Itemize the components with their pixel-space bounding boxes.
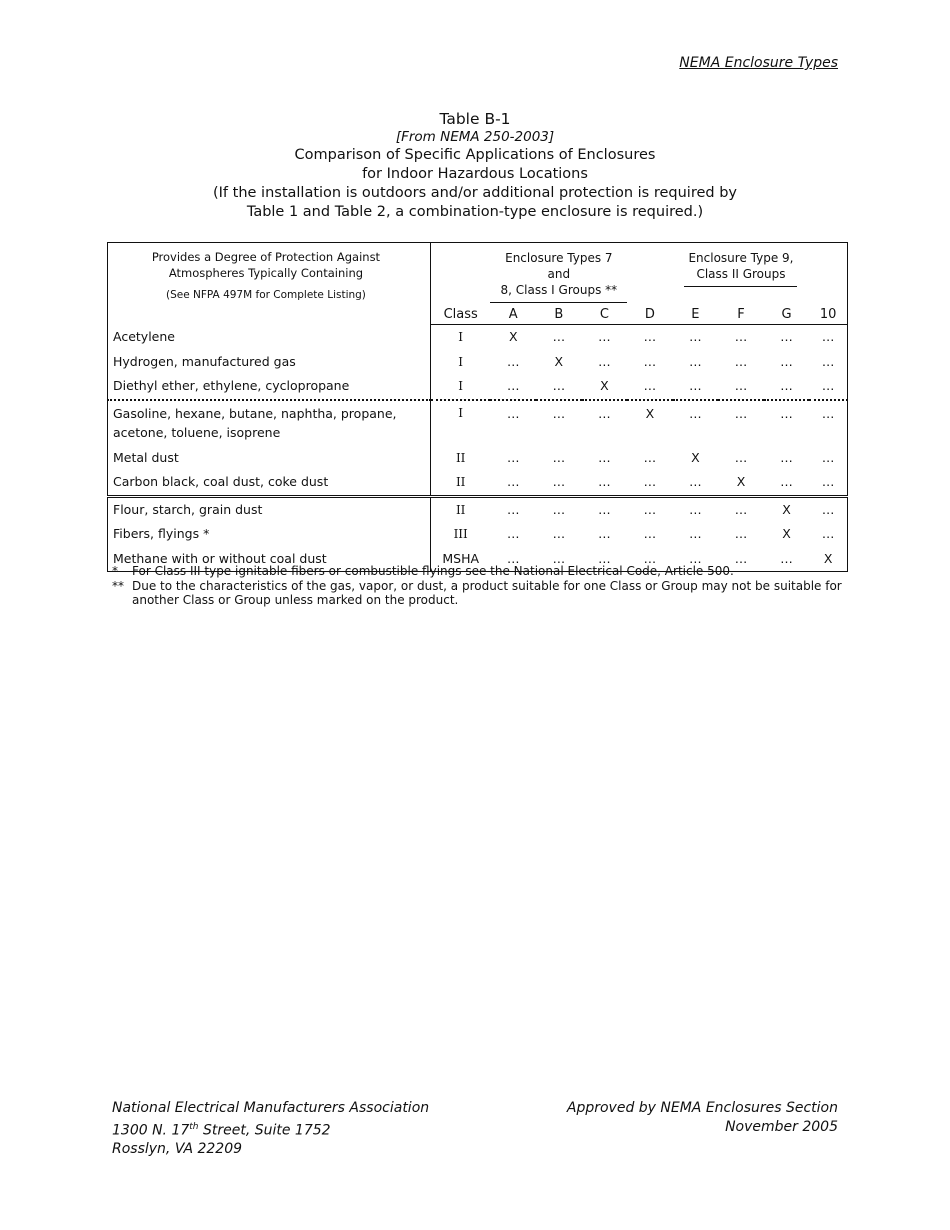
row-class: II	[455, 450, 466, 465]
row-cell: …	[821, 449, 835, 465]
row-cell: X	[736, 474, 746, 489]
row-cell: …	[490, 400, 536, 446]
row-cell: …	[643, 474, 657, 489]
row-cell: …	[643, 449, 657, 465]
footnotes	[112, 564, 852, 608]
table-title-block	[0, 110, 950, 222]
description-header-line-1: Provides a Degree of Protection Against	[151, 250, 381, 264]
row-cell: …	[673, 496, 719, 522]
title-line-3: (If the installation is outdoors and/or additional protection is required by	[213, 185, 737, 201]
row-class: I	[458, 379, 464, 393]
table-row	[108, 446, 848, 471]
row-cell: …	[643, 378, 657, 393]
footnote-mark: *	[112, 564, 118, 578]
row-cell: …	[764, 400, 810, 446]
table-row	[108, 374, 848, 400]
row-cell: …	[552, 449, 566, 465]
description-header-note: (See NFPA 497M for Complete Listing)	[165, 289, 366, 301]
row-description: Carbon black, coal dust, coke dust	[108, 470, 431, 496]
column-header: 10	[809, 303, 847, 325]
row-cell: …	[780, 378, 793, 393]
row-cell: X	[508, 329, 518, 344]
row-class: II	[455, 475, 466, 489]
title-line-2: for Indoor Hazardous Locations	[362, 166, 588, 182]
row-cell: …	[643, 526, 657, 541]
footer-city: Rosslyn, VA 22209	[112, 1140, 243, 1157]
running-header: NEMA Enclosure Types	[679, 55, 838, 71]
row-cell: …	[507, 449, 520, 465]
footnote	[112, 564, 852, 579]
footer-org: National Electrical Manufacturers Association	[112, 1100, 430, 1116]
row-cell: …	[689, 474, 702, 489]
row-cell: …	[598, 526, 611, 541]
group-header-class-ii: Enclosure Type 9, Class II Groups	[673, 243, 810, 304]
row-cell: …	[643, 329, 657, 344]
row-cell: …	[821, 378, 835, 393]
footnote-text: For Class III type ignitable fibers or combustible flyings see the National Electrical Code, Article 500.	[132, 564, 734, 578]
row-cell: …	[734, 329, 748, 344]
row-cell: …	[507, 353, 520, 369]
table-row	[108, 522, 848, 547]
row-description: Methane with or without coal dust	[108, 547, 431, 572]
column-header: A	[490, 303, 536, 325]
row-cell: …	[627, 496, 672, 522]
row-cell: …	[552, 550, 566, 566]
row-cell: …	[718, 496, 764, 522]
row-cell: …	[821, 526, 835, 541]
row-cell: …	[809, 400, 847, 446]
column-header: D	[627, 303, 672, 325]
column-header: F	[718, 303, 764, 325]
row-cell: …	[490, 496, 536, 522]
footer-street: 1300 N. 17th Street, Suite 1752	[112, 1121, 331, 1139]
row-cell: …	[598, 550, 611, 566]
row-class: MSHA	[442, 550, 480, 566]
footer-approval	[567, 1099, 838, 1136]
row-cell: …	[673, 400, 719, 446]
row-description: Acetylene	[108, 325, 431, 350]
column-header: Class	[430, 303, 490, 325]
table-group-header-row	[108, 243, 848, 304]
description-header-line-2: Atmospheres Typically Containing	[168, 266, 364, 280]
row-cell: X	[764, 496, 810, 522]
row-cell: …	[734, 449, 748, 465]
row-description: Hydrogen, manufactured gas	[108, 350, 431, 375]
table-source: [From NEMA 250-2003]	[395, 129, 555, 145]
row-cell: …	[734, 353, 748, 369]
row-cell: …	[552, 329, 566, 344]
row-cell: …	[780, 449, 793, 465]
table-row	[108, 325, 848, 350]
row-cell: …	[689, 353, 702, 369]
row-description: Flour, starch, grain dust	[108, 496, 431, 522]
footer-address	[112, 1099, 429, 1158]
column-header: G	[764, 303, 810, 325]
footer-date: November 2005	[725, 1118, 838, 1135]
footnote-text: Due to the characteristics of the gas, vapor, or dust, a product suitable for one Class or Group may not be suitable for another Class or Group unless marked on the product.	[132, 578, 842, 607]
footer-approved-by: Approved by NEMA Enclosures Section	[566, 1100, 838, 1116]
row-cell: …	[821, 329, 835, 344]
row-cell: …	[582, 400, 628, 446]
row-class: II	[430, 496, 490, 522]
row-cell: …	[643, 353, 657, 369]
row-cell: …	[507, 378, 520, 393]
row-cell: …	[536, 496, 582, 522]
row-cell: X	[782, 526, 791, 541]
table-number: Table B-1	[439, 110, 511, 128]
row-cell: …	[689, 526, 702, 541]
row-class: I	[430, 400, 490, 446]
row-cell: …	[821, 474, 835, 489]
row-cell: X	[554, 353, 564, 369]
row-cell: X	[600, 378, 609, 393]
applications-table	[107, 242, 848, 572]
row-cell: …	[734, 378, 748, 393]
table-row	[108, 350, 848, 375]
description-header	[108, 243, 431, 325]
row-cell: …	[780, 329, 793, 344]
row-class: I	[458, 354, 464, 369]
row-cell: …	[780, 353, 793, 369]
row-description: Diethyl ether, ethylene, cyclopropane	[108, 374, 431, 400]
row-class: III	[453, 527, 468, 541]
footnote	[112, 579, 852, 608]
row-cell: …	[643, 550, 657, 566]
title-line-1: Comparison of Specific Applications of Enclosures	[294, 147, 656, 163]
column-header: B	[536, 303, 582, 325]
title-line-4: Table 1 and Table 2, a combination-type enclosure is required.)	[246, 204, 704, 220]
row-description: Gasoline, hexane, butane, naphtha, propane, acetone, toluene, isoprene	[108, 400, 431, 446]
row-cell: …	[598, 329, 611, 344]
column-header: E	[673, 303, 719, 325]
row-cell: …	[507, 526, 520, 541]
table-row	[108, 496, 848, 522]
row-cell: …	[598, 353, 611, 369]
row-class: I	[458, 330, 464, 344]
row-cell: …	[734, 550, 748, 566]
row-cell: …	[552, 526, 566, 541]
row-cell: …	[598, 474, 611, 489]
row-cell: …	[689, 550, 702, 566]
row-cell: …	[552, 474, 566, 489]
row-cell: …	[718, 400, 764, 446]
row-cell: X	[691, 449, 700, 465]
row-cell: …	[598, 449, 611, 465]
row-cell: …	[821, 353, 835, 369]
row-cell: …	[734, 526, 748, 541]
row-cell: …	[507, 550, 520, 566]
row-cell: …	[780, 550, 793, 566]
row-cell: X	[627, 400, 672, 446]
row-cell: …	[780, 474, 793, 489]
group-header-class-i: Enclosure Types 7 and 8, Class I Groups **	[490, 243, 627, 304]
row-cell: …	[582, 496, 628, 522]
table-row	[108, 470, 848, 496]
row-cell: …	[507, 474, 520, 489]
footnote-mark: **	[112, 578, 124, 593]
row-description: Metal dust	[108, 446, 431, 471]
row-cell: …	[552, 378, 566, 393]
table-body	[108, 325, 848, 572]
row-cell: …	[689, 329, 702, 344]
row-cell: …	[809, 496, 847, 522]
row-cell: …	[689, 378, 702, 393]
column-header: C	[582, 303, 628, 325]
row-cell: …	[536, 400, 582, 446]
row-cell: X	[823, 550, 833, 566]
row-description: Fibers, flyings *	[108, 522, 431, 547]
table-row	[108, 400, 848, 446]
